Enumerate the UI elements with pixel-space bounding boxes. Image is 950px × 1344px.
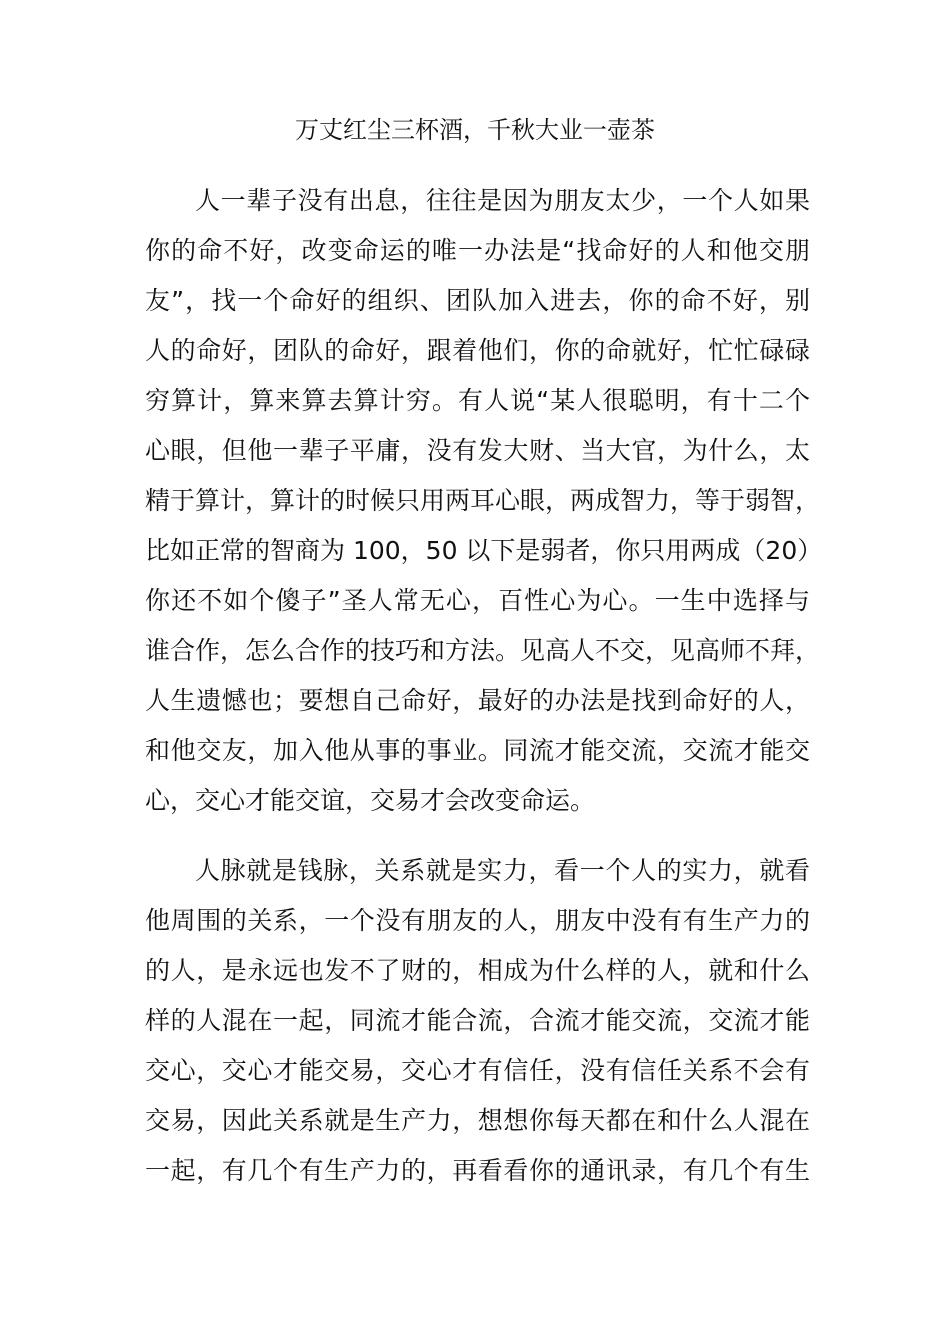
text-line: 交心，交心才能交易，交心才有信任，没有信任关系不会有: [145, 1056, 810, 1085]
text-line: 交易，因此关系就是生产力，想想你每天都在和什么人混在: [145, 1106, 810, 1135]
text-line: 谁合作，怎么合作的技巧和方法。见高人不交，见高师不拜，: [145, 636, 821, 665]
text-line: 心，交心才能交谊，交易才会改变命运。: [145, 786, 596, 815]
text-line: 一起，有几个有生产力的，再看看你的通讯录，有几个有生: [145, 1156, 810, 1185]
text-line: 人脉就是钱脉，关系就是实力，看一个人的实力，就看: [195, 856, 810, 885]
text-line: 你的命不好，改变命运的唯一办法是“找命好的人和他交朋: [145, 236, 810, 265]
text-line: 和他交友，加入他从事的事业。同流才能交流，交流才能交: [145, 736, 810, 765]
text-line: 样的人混在一起，同流才能合流，合流才能交流，交流才能: [145, 1006, 810, 1035]
text-line: 人生遗憾也；要想自己命好，最好的办法是找到命好的人，: [145, 686, 810, 715]
text-line: 穷算计，算来算去算计穷。有人说“某人很聪明，有十二个: [145, 386, 810, 415]
text-line: 的人，是永远也发不了财的，相成为什么样的人，就和什么: [145, 956, 810, 985]
document-title: 万丈红尘三杯酒，千秋大业一壶茶: [295, 116, 655, 144]
text-line: 精于算计，算计的时候只用两耳心眼，两成智力，等于弱智，: [145, 486, 821, 515]
text-line: 友”，找一个命好的组织、团队加入进去，你的命不好，别: [145, 286, 810, 315]
text-line: 人一辈子没有出息，往往是因为朋友太少，一个人如果: [195, 186, 810, 215]
text-line: 比如正常的智商为 100，50 以下是弱者，你只用两成（20）: [145, 536, 823, 565]
paragraph-2: [145, 846, 810, 1196]
text-line: 心眼，但他一辈子平庸，没有发大财、当大官，为什么，太: [145, 436, 810, 465]
text-line: 他周围的关系，一个没有朋友的人，朋友中没有有生产力的: [145, 906, 810, 935]
text-line: 你还不如个傻子”圣人常无心，百性心为心。一生中选择与: [145, 586, 810, 615]
text-line: 人的命好，团队的命好，跟着他们，你的命就好，忙忙碌碌: [145, 336, 810, 365]
paragraph-1: [145, 176, 823, 826]
